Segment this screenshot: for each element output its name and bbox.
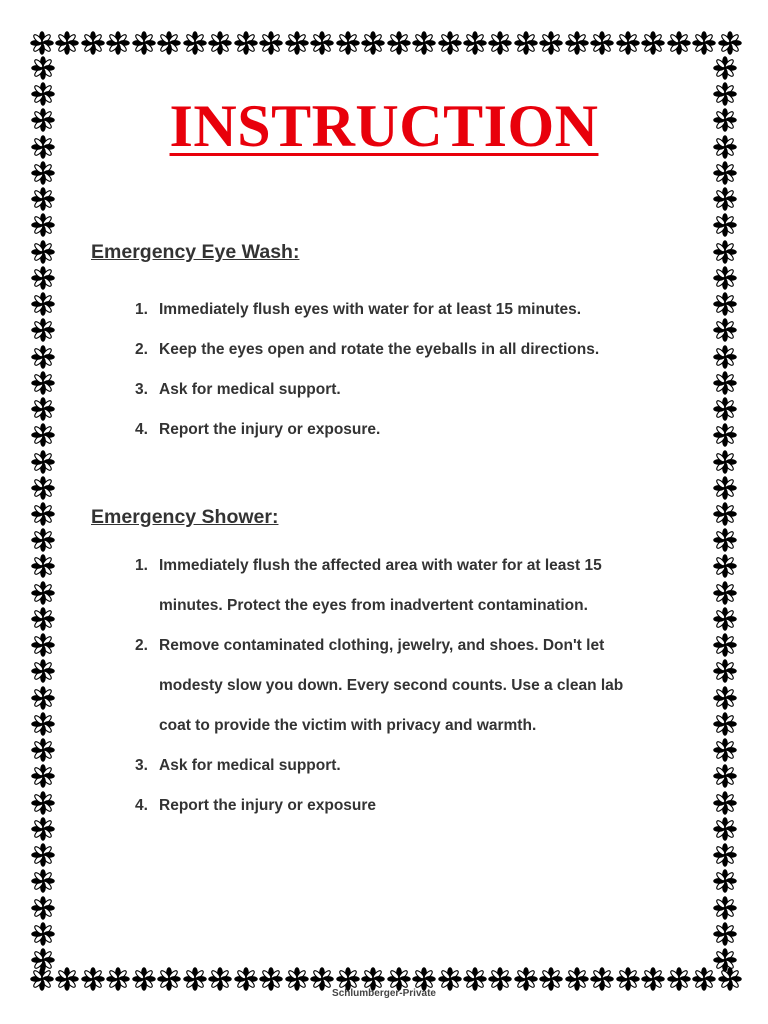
eye-wash-steps — [135, 290, 695, 450]
asterisk-flower-icon — [713, 791, 737, 815]
asterisk-flower-icon — [692, 31, 716, 55]
asterisk-flower-icon — [31, 450, 55, 474]
asterisk-flower-icon — [31, 633, 55, 657]
list-item-line — [135, 586, 695, 626]
list-item-number — [135, 586, 159, 626]
shower-steps — [135, 546, 695, 826]
list-item-number: 3. — [135, 757, 148, 774]
asterisk-flower-icon — [31, 292, 55, 316]
asterisk-flower-icon — [713, 896, 737, 920]
asterisk-flower-icon — [31, 371, 55, 395]
asterisk-flower-icon — [31, 187, 55, 211]
asterisk-flower-icon — [55, 31, 79, 55]
asterisk-flower-icon — [713, 607, 737, 631]
asterisk-flower-icon — [234, 31, 258, 55]
asterisk-flower-icon — [713, 869, 737, 893]
page-title: INSTRUCTION — [169, 93, 599, 159]
asterisk-flower-icon — [713, 659, 737, 683]
asterisk-flower-icon — [336, 31, 360, 55]
list-item-number: 1. — [135, 301, 148, 318]
list-item-line — [135, 666, 695, 706]
decorative-border-left — [30, 56, 56, 972]
list-item-number: 4. — [135, 797, 148, 814]
footer-classification: Schlumberger-Private — [332, 988, 436, 999]
asterisk-flower-icon — [31, 948, 55, 972]
asterisk-flower-icon — [31, 686, 55, 710]
section-heading-shower: Emergency Shower: — [91, 506, 279, 528]
asterisk-flower-icon — [31, 56, 55, 80]
asterisk-flower-icon — [590, 31, 614, 55]
asterisk-flower-icon — [310, 31, 334, 55]
asterisk-flower-icon — [31, 345, 55, 369]
asterisk-flower-icon — [106, 31, 130, 55]
decorative-border-right — [712, 56, 738, 972]
asterisk-flower-icon — [713, 843, 737, 867]
asterisk-flower-icon — [713, 948, 737, 972]
asterisk-flower-icon — [31, 266, 55, 290]
asterisk-flower-icon — [30, 31, 54, 55]
list-item-line — [135, 330, 695, 370]
asterisk-flower-icon — [713, 213, 737, 237]
asterisk-flower-icon — [713, 292, 737, 316]
list-item-text: modesty slow you down. Every second counts. Use a clean lab — [159, 677, 624, 694]
asterisk-flower-icon — [713, 712, 737, 736]
list-item-text: Ask for medical support. — [159, 381, 341, 398]
asterisk-flower-icon — [31, 397, 55, 421]
asterisk-flower-icon — [616, 31, 640, 55]
asterisk-flower-icon — [31, 738, 55, 762]
asterisk-flower-icon — [713, 686, 737, 710]
decorative-border-top — [30, 30, 742, 56]
list-item-text: minutes. Protect the eyes from inadvertent contamination. — [159, 597, 588, 614]
asterisk-flower-icon — [31, 240, 55, 264]
list-item-text: Keep the eyes open and rotate the eyeballs in all directions. — [159, 341, 600, 358]
asterisk-flower-icon — [31, 528, 55, 552]
asterisk-flower-icon — [713, 633, 737, 657]
list-item-number: 2. — [135, 637, 148, 654]
asterisk-flower-icon — [31, 476, 55, 500]
asterisk-flower-icon — [31, 423, 55, 447]
list-item-line — [135, 626, 695, 666]
asterisk-flower-icon — [713, 423, 737, 447]
asterisk-flower-icon — [31, 554, 55, 578]
asterisk-flower-icon — [667, 31, 691, 55]
asterisk-flower-icon — [31, 764, 55, 788]
asterisk-flower-icon — [713, 476, 737, 500]
asterisk-flower-icon — [183, 31, 207, 55]
asterisk-flower-icon — [565, 31, 589, 55]
asterisk-flower-icon — [31, 843, 55, 867]
asterisk-flower-icon — [387, 31, 411, 55]
asterisk-flower-icon — [713, 817, 737, 841]
asterisk-flower-icon — [713, 56, 737, 80]
asterisk-flower-icon — [285, 31, 309, 55]
asterisk-flower-icon — [713, 528, 737, 552]
asterisk-flower-icon — [259, 31, 283, 55]
list-item-line — [135, 786, 695, 826]
list-item-line — [135, 706, 695, 746]
asterisk-flower-icon — [31, 318, 55, 342]
asterisk-flower-icon — [713, 318, 737, 342]
asterisk-flower-icon — [31, 161, 55, 185]
asterisk-flower-icon — [412, 31, 436, 55]
asterisk-flower-icon — [514, 31, 538, 55]
asterisk-flower-icon — [713, 450, 737, 474]
asterisk-flower-icon — [31, 712, 55, 736]
list-item-text: Report the injury or exposure — [159, 797, 377, 814]
asterisk-flower-icon — [713, 554, 737, 578]
asterisk-flower-icon — [31, 581, 55, 605]
section-heading-eye-wash: Emergency Eye Wash: — [91, 241, 300, 263]
asterisk-flower-icon — [361, 31, 385, 55]
list-item-number: 4. — [135, 421, 148, 438]
asterisk-flower-icon — [713, 922, 737, 946]
list-item-text: Ask for medical support. — [159, 757, 341, 774]
asterisk-flower-icon — [713, 581, 737, 605]
asterisk-flower-icon — [713, 240, 737, 264]
list-item-number: 3. — [135, 381, 148, 398]
asterisk-flower-icon — [157, 31, 181, 55]
asterisk-flower-icon — [488, 31, 512, 55]
list-item-number — [135, 666, 159, 706]
asterisk-flower-icon — [31, 659, 55, 683]
asterisk-flower-icon — [31, 896, 55, 920]
list-item-number — [135, 706, 159, 746]
list-item-text: Remove contaminated clothing, jewelry, and shoes. Don't let — [159, 637, 605, 654]
asterisk-flower-icon — [539, 31, 563, 55]
asterisk-flower-icon — [31, 213, 55, 237]
list-item-number: 1. — [135, 557, 148, 574]
asterisk-flower-icon — [713, 764, 737, 788]
list-item-text: Immediately flush the affected area with water for at least 15 — [159, 557, 602, 574]
asterisk-flower-icon — [31, 817, 55, 841]
list-item-text: coat to provide the victim with privacy and warmth. — [159, 717, 537, 734]
asterisk-flower-icon — [208, 31, 232, 55]
asterisk-flower-icon — [713, 266, 737, 290]
asterisk-flower-icon — [713, 371, 737, 395]
list-item-line — [135, 370, 695, 410]
asterisk-flower-icon — [31, 869, 55, 893]
list-item-text: Immediately flush eyes with water for at least 15 minutes. — [159, 301, 582, 318]
asterisk-flower-icon — [31, 502, 55, 526]
asterisk-flower-icon — [463, 31, 487, 55]
list-item-line — [135, 290, 695, 330]
list-item-line — [135, 746, 695, 786]
asterisk-flower-icon — [81, 31, 105, 55]
list-item-line — [135, 546, 695, 586]
asterisk-flower-icon — [713, 502, 737, 526]
asterisk-flower-icon — [31, 607, 55, 631]
asterisk-flower-icon — [713, 397, 737, 421]
asterisk-flower-icon — [713, 187, 737, 211]
asterisk-flower-icon — [641, 31, 665, 55]
asterisk-flower-icon — [31, 922, 55, 946]
asterisk-flower-icon — [132, 31, 156, 55]
asterisk-flower-icon — [718, 31, 742, 55]
list-item-text: Report the injury or exposure. — [159, 421, 381, 438]
asterisk-flower-icon — [31, 791, 55, 815]
list-item-number: 2. — [135, 341, 148, 358]
asterisk-flower-icon — [713, 345, 737, 369]
asterisk-flower-icon — [713, 161, 737, 185]
list-item-line — [135, 410, 695, 450]
asterisk-flower-icon — [713, 738, 737, 762]
asterisk-flower-icon — [438, 31, 462, 55]
